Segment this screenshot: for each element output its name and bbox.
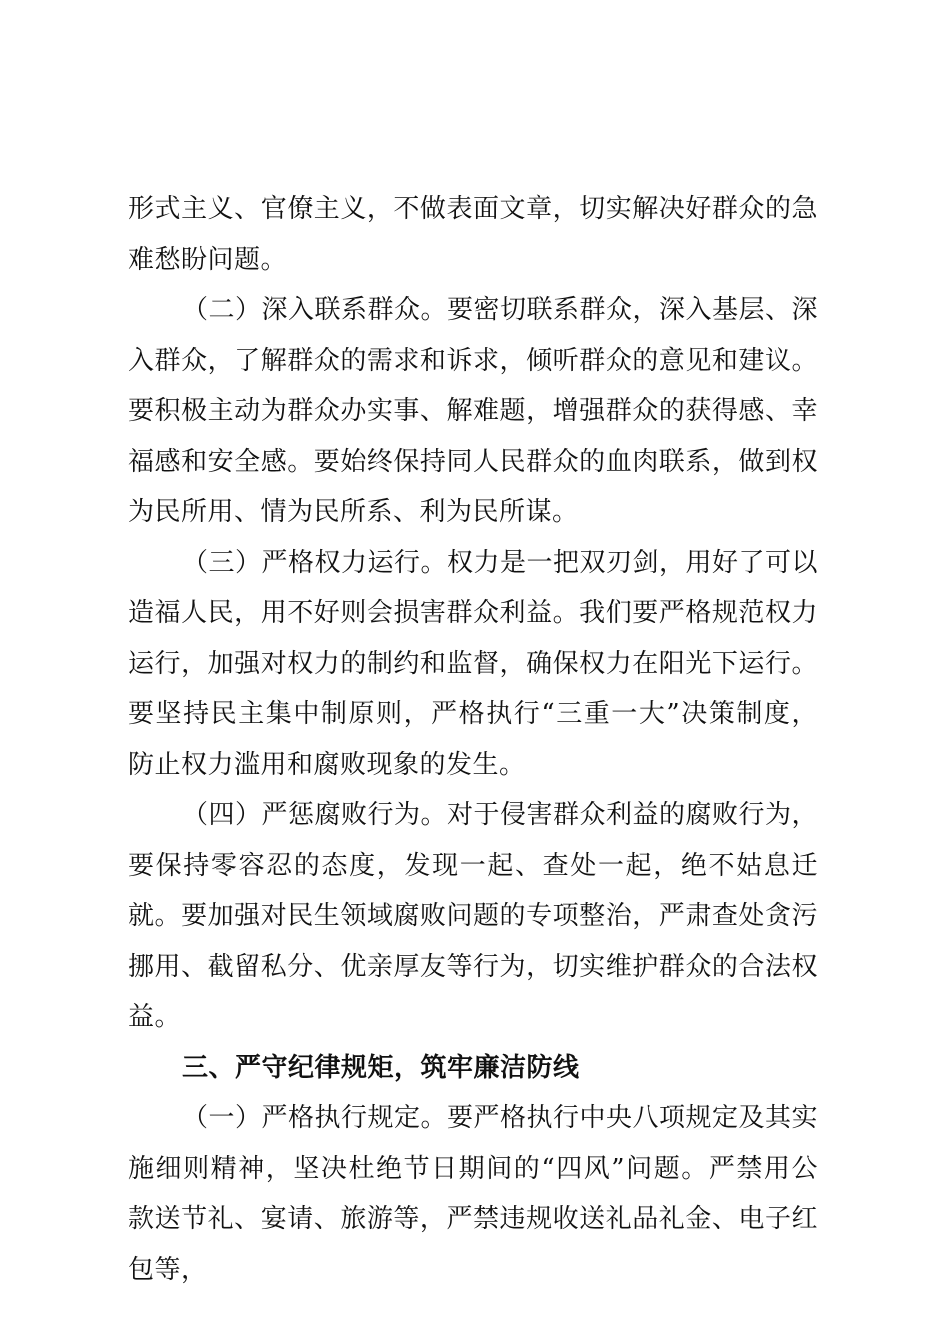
- section-heading: 三、严守纪律规矩，筑牢廉洁防线: [182, 1052, 580, 1083]
- document-body: [128, 184, 818, 1295]
- paragraph-continuation: 形式主义、官僚主义，不做表面文章，切实解决好群众的急难愁盼问题。: [128, 194, 818, 275]
- paragraph-power-operation: （三）严格权力运行。权力是一把双刃剑，用好了可以造福人民，用不好则会损害群众利益。我们要严格规范权力运行，加强对权力的制约和监督，确保权力在阳光下运行。要坚持民主集中制原则，严格执行“三重一大”决策制度，防止权力滥用和腐败现象的发生。: [128, 547, 819, 780]
- paragraph-contact-masses: （二）深入联系群众。要密切联系群众，深入基层、深入群众，了解群众的需求和诉求，倾听群众的意见和建议。要积极主动为群众办实事、解难题，增强群众的获得感、幸福感和安全感。要始终保持同人民群众的血肉联系，做到权为民所用、情为民所系、利为民所谋。: [128, 295, 819, 527]
- paragraph-execute-rules: （一）严格执行规定。要严格执行中央八项规定及其实施细则精神，坚决杜绝节日期间的“四风”问题。严禁用公款送节礼、宴请、旅游等，严禁违规收送礼品礼金、电子红包等，: [128, 1103, 819, 1285]
- paragraph-punish-corruption: （四）严惩腐败行为。对于侵害群众利益的腐败行为，要保持零容忍的态度，发现一起、查处一起，绝不姑息迁就。要加强对民生领域腐败问题的专项整治，严肃查处贪污挪用、截留私分、优亲厚友等行为，切实维护群众的合法权益。: [128, 800, 819, 1032]
